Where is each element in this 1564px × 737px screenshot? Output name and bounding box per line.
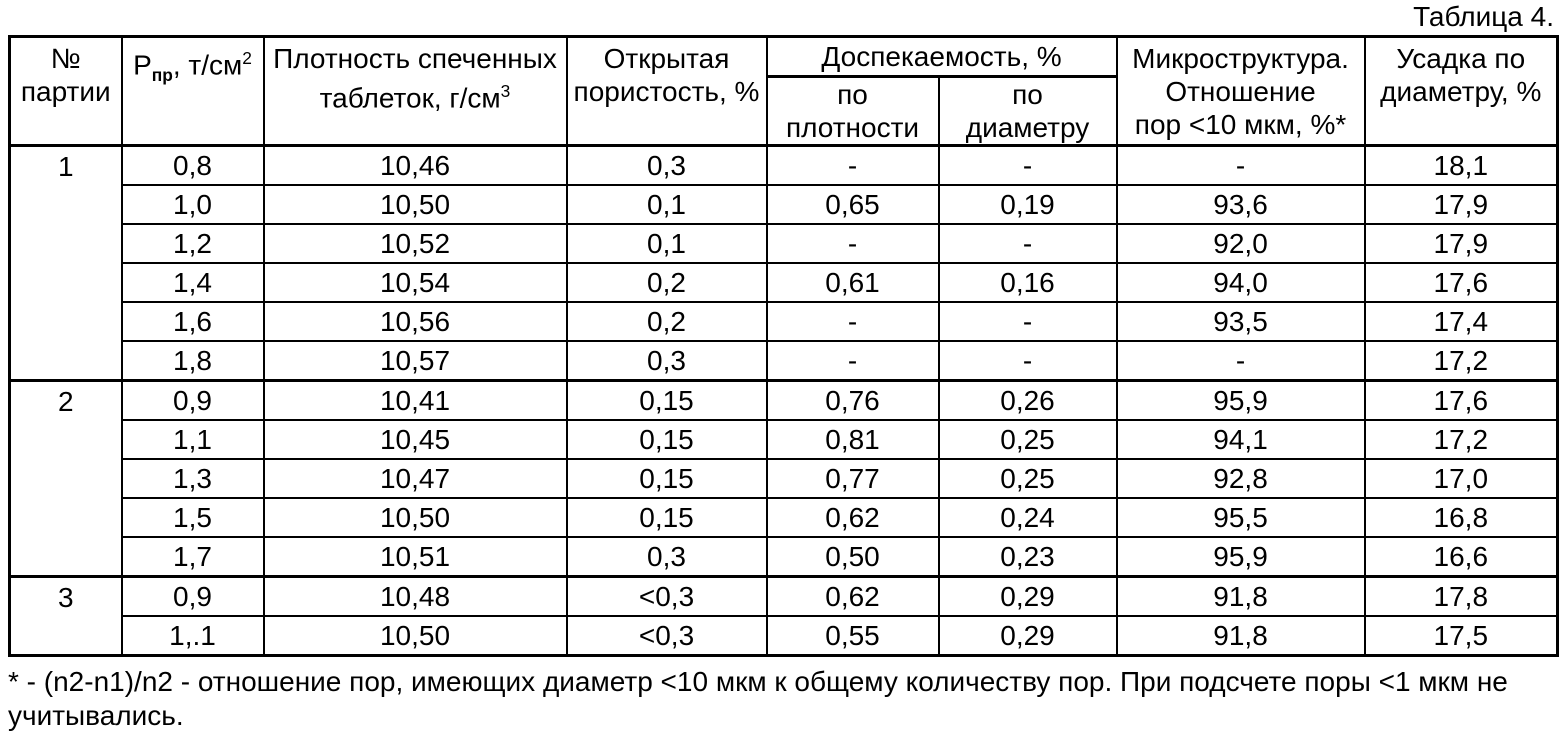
header-microstructure <box>1117 37 1365 146</box>
cell-sintering-density: 0,55 <box>767 616 939 656</box>
header-open-porosity <box>567 37 767 146</box>
cell-density: 10,46 <box>264 146 567 186</box>
cell-pressure: 1,0 <box>122 185 264 224</box>
cell-pressure: 1,7 <box>122 537 264 577</box>
header-shrinkage <box>1365 37 1558 146</box>
pressure-symbol: Р <box>133 49 152 81</box>
header-sintering-by-diameter-line-1: по <box>1012 79 1043 110</box>
cell-pressure: 0,9 <box>122 577 264 617</box>
cell-sintering-diameter: 0,23 <box>939 537 1117 577</box>
cell-sintering-density: - <box>767 302 939 341</box>
cell-shrinkage: 17,0 <box>1365 459 1558 498</box>
pressure-units: , т/см <box>172 49 243 81</box>
cell-pressure: 0,8 <box>122 146 264 186</box>
cell-density: 10,57 <box>264 341 567 381</box>
cell-porosity: <0,3 <box>567 577 767 617</box>
cell-sintering-density: 0,61 <box>767 263 939 302</box>
cell-shrinkage: 17,6 <box>1365 263 1558 302</box>
cell-sintering-density: - <box>767 224 939 263</box>
header-sintering: Доспекаемость, % <box>767 37 1117 77</box>
header-density-line-2 <box>265 75 566 114</box>
table-row <box>10 498 1558 537</box>
cell-sintering-diameter: 0,16 <box>939 263 1117 302</box>
cell-porosity: 0,3 <box>567 146 767 186</box>
cell-microstructure: 91,8 <box>1117 577 1365 617</box>
cell-porosity: 0,15 <box>567 381 767 421</box>
cell-density: 10,47 <box>264 459 567 498</box>
cell-porosity: <0,3 <box>567 616 767 656</box>
cell-sintering-diameter: 0,19 <box>939 185 1117 224</box>
cell-sintering-density: - <box>767 146 939 186</box>
cell-microstructure: 91,8 <box>1117 616 1365 656</box>
cell-shrinkage: 17,2 <box>1365 420 1558 459</box>
cell-porosity: 0,15 <box>567 498 767 537</box>
cell-sintering-density: 0,76 <box>767 381 939 421</box>
header-shrinkage-line-2: диаметру, % <box>1380 76 1542 107</box>
cell-shrinkage: 17,9 <box>1365 224 1558 263</box>
cell-sintering-density: 0,62 <box>767 577 939 617</box>
header-batch-line-1: № <box>50 43 81 74</box>
cell-sintering-density: 0,81 <box>767 420 939 459</box>
table-row <box>10 459 1558 498</box>
cell-sintering-density: 0,50 <box>767 537 939 577</box>
cell-density: 10,50 <box>264 616 567 656</box>
cell-microstructure: 93,5 <box>1117 302 1365 341</box>
table-body <box>10 146 1558 656</box>
cell-porosity: 0,1 <box>567 185 767 224</box>
cell-sintering-diameter: 0,25 <box>939 459 1117 498</box>
table-row <box>10 537 1558 577</box>
cell-microstructure: 95,9 <box>1117 381 1365 421</box>
cell-sintering-diameter: - <box>939 146 1117 186</box>
header-microstructure-line-1: Микроструктура. <box>1132 43 1349 74</box>
cell-sintering-diameter: 0,25 <box>939 420 1117 459</box>
cell-porosity: 0,3 <box>567 537 767 577</box>
cell-density: 10,54 <box>264 263 567 302</box>
footnote-line-1: * - (n2-n1)/n2 - отношение пор, имеющих диаметр <10 мкм к общему количеству пор. При подсчете поры <1 мкм не <box>8 666 1508 697</box>
cell-sintering-density: - <box>767 341 939 381</box>
cell-shrinkage: 17,5 <box>1365 616 1558 656</box>
header-sintering-by-density <box>767 77 939 146</box>
pressure-subscript: пр <box>151 64 173 85</box>
cell-porosity: 0,1 <box>567 224 767 263</box>
cell-batch-number: 2 <box>10 381 122 577</box>
table-row <box>10 146 1558 186</box>
header-row-1 <box>10 37 1558 77</box>
cell-pressure: 1,2 <box>122 224 264 263</box>
cell-density: 10,52 <box>264 224 567 263</box>
header-microstructure-line-3: пор <10 мкм, %* <box>1134 109 1347 140</box>
density-superscript: 3 <box>500 81 511 101</box>
header-sintering-by-density-line-2: плотности <box>785 112 920 143</box>
cell-porosity: 0,15 <box>567 420 767 459</box>
footnote-line-2: учитывались. <box>8 700 184 731</box>
cell-shrinkage: 17,6 <box>1365 381 1558 421</box>
pressure-superscript: 2 <box>242 48 252 68</box>
cell-microstructure: 94,0 <box>1117 263 1365 302</box>
cell-batch-number: 3 <box>10 577 122 656</box>
cell-microstructure: - <box>1117 341 1365 381</box>
cell-shrinkage: 18,1 <box>1365 146 1558 186</box>
table-row <box>10 381 1558 421</box>
cell-pressure: 1,.1 <box>122 616 264 656</box>
cell-pressure: 1,5 <box>122 498 264 537</box>
cell-porosity: 0,2 <box>567 263 767 302</box>
table-row <box>10 185 1558 224</box>
header-batch-line-2: партии <box>20 76 111 107</box>
cell-density: 10,50 <box>264 185 567 224</box>
cell-microstructure: 92,0 <box>1117 224 1365 263</box>
cell-microstructure: 93,6 <box>1117 185 1365 224</box>
cell-porosity: 0,15 <box>567 459 767 498</box>
header-density-line-1: Плотность спеченных <box>273 43 557 74</box>
cell-sintering-diameter: 0,29 <box>939 577 1117 617</box>
table-row <box>10 341 1558 381</box>
cell-density: 10,48 <box>264 577 567 617</box>
cell-sintering-diameter: - <box>939 302 1117 341</box>
cell-pressure: 1,1 <box>122 420 264 459</box>
cell-sintering-diameter: 0,29 <box>939 616 1117 656</box>
cell-density: 10,45 <box>264 420 567 459</box>
table-row <box>10 420 1558 459</box>
cell-microstructure: 94,1 <box>1117 420 1365 459</box>
table-row <box>10 224 1558 263</box>
cell-sintering-density: 0,65 <box>767 185 939 224</box>
cell-density: 10,41 <box>264 381 567 421</box>
cell-shrinkage: 17,8 <box>1365 577 1558 617</box>
header-batch-number <box>10 37 122 146</box>
cell-sintering-density: 0,77 <box>767 459 939 498</box>
header-sintering-by-density-line-1: по <box>837 79 868 110</box>
cell-batch-number: 1 <box>10 146 122 381</box>
cell-shrinkage: 17,9 <box>1365 185 1558 224</box>
cell-porosity: 0,3 <box>567 341 767 381</box>
cell-shrinkage: 16,6 <box>1365 537 1558 577</box>
table-row <box>10 302 1558 341</box>
cell-sintering-diameter: 0,26 <box>939 381 1117 421</box>
table-footnote <box>8 665 1554 733</box>
header-density <box>264 37 567 146</box>
header-density-line-2-text: таблеток, г/см <box>319 82 501 114</box>
cell-pressure: 0,9 <box>122 381 264 421</box>
header-sintering-by-diameter <box>939 77 1117 146</box>
table-title: Таблица 4. <box>1413 1 1554 32</box>
cell-microstructure: 95,9 <box>1117 537 1365 577</box>
cell-shrinkage: 17,2 <box>1365 341 1558 381</box>
cell-pressure: 1,6 <box>122 302 264 341</box>
cell-sintering-diameter: - <box>939 341 1117 381</box>
cell-shrinkage: 17,4 <box>1365 302 1558 341</box>
cell-shrinkage: 16,8 <box>1365 498 1558 537</box>
header-pressure <box>122 37 264 146</box>
cell-microstructure: 92,8 <box>1117 459 1365 498</box>
header-microstructure-line-2: Отношение <box>1165 76 1316 107</box>
cell-density: 10,51 <box>264 537 567 577</box>
data-table <box>8 35 1559 657</box>
header-shrinkage-line-1: Усадка по <box>1396 43 1526 74</box>
table-row <box>10 616 1558 656</box>
cell-pressure: 1,3 <box>122 459 264 498</box>
table-header <box>10 37 1558 146</box>
header-porosity-line-2: пористость, % <box>573 76 760 107</box>
cell-microstructure: - <box>1117 146 1365 186</box>
cell-porosity: 0,2 <box>567 302 767 341</box>
cell-density: 10,56 <box>264 302 567 341</box>
cell-density: 10,50 <box>264 498 567 537</box>
cell-sintering-diameter: 0,24 <box>939 498 1117 537</box>
header-porosity-line-1: Открытая <box>603 43 730 74</box>
table-row <box>10 577 1558 617</box>
cell-sintering-diameter: - <box>939 224 1117 263</box>
header-sintering-by-diameter-line-2: диаметру <box>965 112 1090 143</box>
cell-microstructure: 95,5 <box>1117 498 1365 537</box>
table-row <box>10 263 1558 302</box>
cell-pressure: 1,4 <box>122 263 264 302</box>
cell-pressure: 1,8 <box>122 341 264 381</box>
cell-sintering-density: 0,62 <box>767 498 939 537</box>
